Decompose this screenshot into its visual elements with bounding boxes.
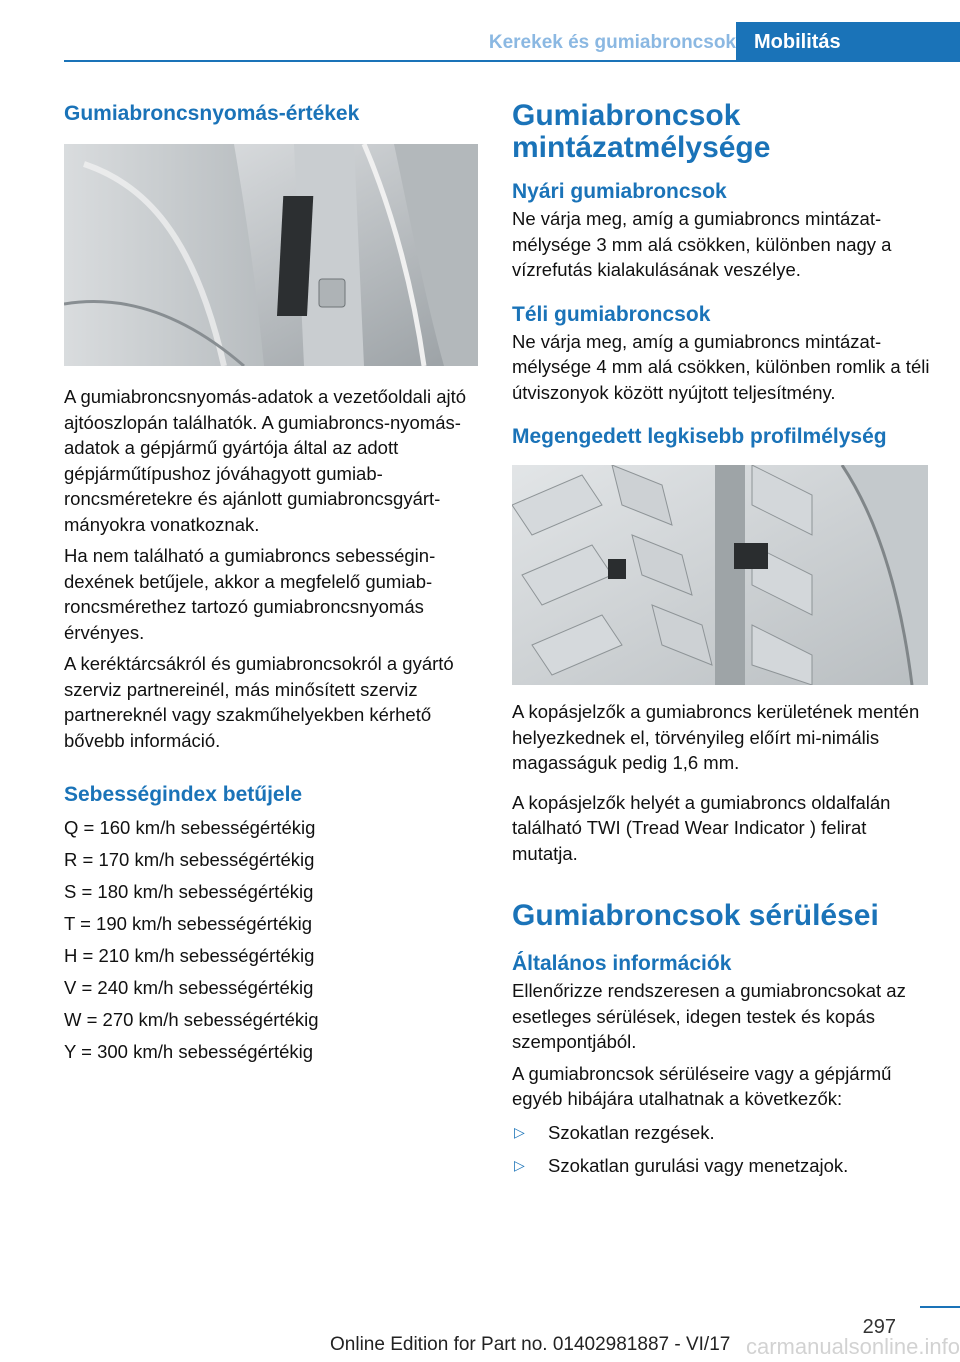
general-info-text-1: Ellenőrizze rendszeresen a gumiabroncsokat az esetleges sérülések, idegen testek és kopás szempontjából. — [512, 980, 906, 1052]
tire-pressure-heading: Gumiabroncsnyomás-értékek — [64, 102, 360, 125]
speed-index-list — [64, 815, 478, 1065]
door-pillar-image — [64, 144, 478, 366]
watermark: carmanualsonline.info — [745, 1334, 960, 1359]
wear-indicator-text-1: A kopásjelzők a gumiabroncs kerületének mentén helyezkednek el, törvényileg előírt mi-nimális magasságuk pedig 1,6 mm. — [512, 701, 920, 773]
summer-tires-text: Ne várja meg, amíg a gumiabroncs mintázat-mélysége 3 mm alá csökken, különben nagy a vízrefutás kialakulásának veszélye. — [512, 208, 892, 280]
tire-damage-heading: Gumiabroncsok sérülései — [512, 899, 879, 932]
tread-wear-indicator-image — [512, 465, 928, 685]
bullet-item — [512, 1120, 930, 1146]
header-rule — [64, 60, 960, 62]
footer-rule — [920, 1306, 960, 1308]
pressure-paragraph-3: A keréktárcsákról és gumiabroncsokról a gyártó szerviz partnereinél, más minősített szerviz partnereknél vagy szakműhelyekben kérhető bővebb információ. — [64, 653, 454, 751]
min-depth-heading: Megengedett legkisebb profilmélység — [512, 425, 887, 448]
running-header-section: Kerekek és gumiabroncsok — [488, 32, 736, 53]
bullet-text: Szokatlan gurulási vagy menetzajok. — [548, 1155, 849, 1176]
triangle-bullet-icon: ▷ — [514, 1157, 525, 1173]
general-info-text-2: A gumiabroncsok sérüléseire vagy a gépjármű egyéb hibájára utalhatnak a következők: — [512, 1062, 892, 1109]
speed-index-item: S = 180 km/h sebességértékig — [64, 881, 314, 902]
speed-index-item: V = 240 km/h sebességértékig — [64, 977, 314, 998]
pressure-paragraph-2: Ha nem található a gumiabroncs sebességin-dexének betűjele, akkor a megfelelő gumiab-roncsmérethez tartozó gumiabroncsnyomás érvényes. — [64, 545, 436, 643]
speed-index-item: Y = 300 km/h sebességértékig — [64, 1041, 314, 1062]
speed-index-item: W = 270 km/h sebességértékig — [64, 1009, 319, 1030]
speed-index-heading: Sebességindex betűjele — [64, 783, 303, 806]
pressure-paragraph-1: A gumiabroncsnyomás-adatok a vezetőoldali ajtó ajtóoszlopán találhatók. A gumiabroncs-nyomás-adatok a gépjármű gyártója által az adott gépjárműtípushoz jóváhagyott gumiab-roncsméretekre és ajánlott gumiabroncsgyárt-mányokra vonatkoznak. — [64, 386, 467, 535]
triangle-bullet-icon: ▷ — [514, 1123, 525, 1140]
left-column — [64, 100, 478, 1071]
chapter-tab: Mobilitás — [736, 22, 960, 60]
bullet-text: Szokatlan rezgések. — [548, 1121, 715, 1143]
wear-indicator-text-2: A kopásjelzők helyét a gumiabroncs oldalfalán található TWI (Tread Wear Indicator ) felirat mutatja. — [512, 791, 891, 864]
tread-depth-heading: Gumiabroncsok mintázatmélysége — [512, 99, 771, 164]
speed-index-item: H = 210 km/h sebességértékig — [64, 945, 315, 966]
general-info-heading: Általános információk — [512, 952, 732, 975]
right-column — [512, 100, 930, 1179]
winter-tires-heading: Téli gumiabroncsok — [512, 302, 711, 326]
summer-tires-heading: Nyári gumiabroncsok — [512, 180, 727, 203]
page-number: 297 — [862, 1316, 896, 1338]
speed-index-item: R = 170 km/h sebességértékig — [64, 849, 315, 870]
winter-tires-text: Ne várja meg, amíg a gumiabroncs mintázat-mélysége 4 mm alá csökken, különben romlik a téli útviszonyok között nyújtott teljesítmény. — [512, 330, 930, 403]
speed-index-item: Q = 160 km/h sebességértékig — [64, 817, 316, 838]
edition-note: Online Edition for Part no. 01402981887 - VI/17 — [330, 1334, 731, 1355]
bullet-item — [512, 1153, 930, 1179]
speed-index-item: T = 190 km/h sebességértékig — [64, 913, 313, 934]
